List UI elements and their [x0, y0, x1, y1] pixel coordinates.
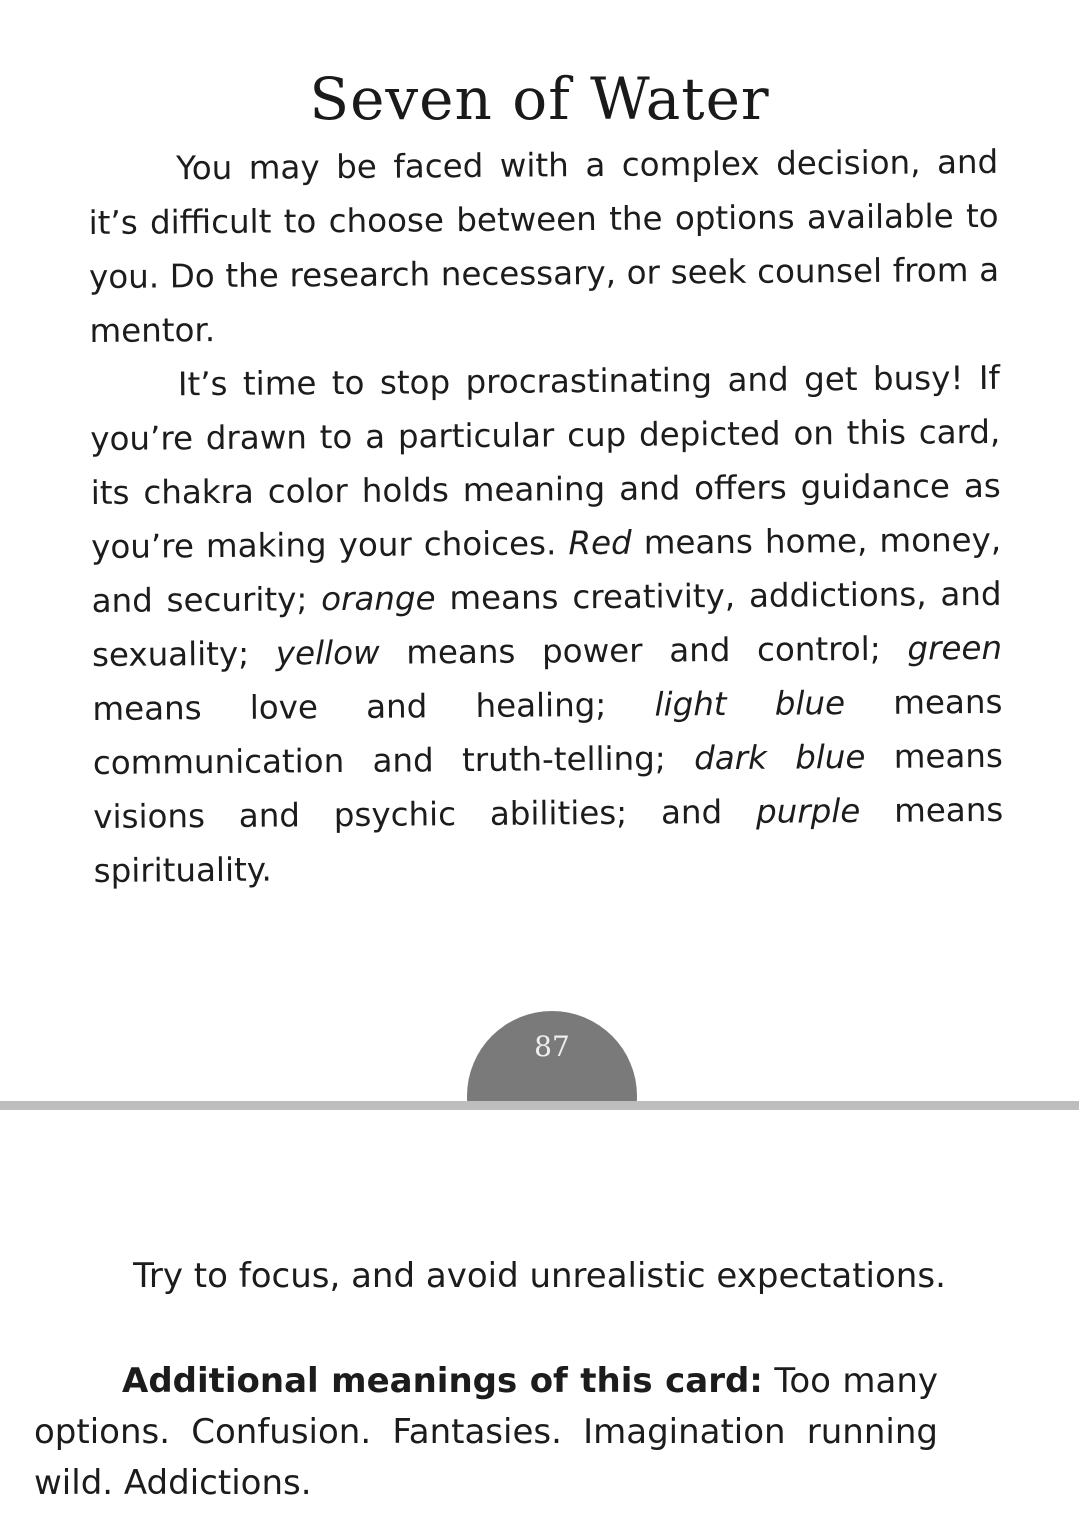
focus-line: Try to focus, and avoid unrealistic expectations. — [133, 1256, 946, 1296]
paragraph-2 — [90, 351, 1004, 898]
additional-meanings — [34, 1356, 938, 1509]
page-divider — [0, 1101, 1079, 1110]
paragraph-2-intro: It’s time to stop procrastinating and get busy! If you’re drawn to a particular cup depicted on this card, its chakra color holds meaning and offers guidance as you’re making your choices. — [90, 358, 1001, 566]
chakra-purple-text: means spirituality. — [93, 790, 1004, 890]
chakra-yellow-text: means power and control; — [379, 629, 908, 672]
additional-meanings-text: Too many options. Confusion. Fantasies. Imagination running wild. Addictions. — [34, 1361, 938, 1503]
chakra-orange-label: orange — [321, 579, 436, 619]
additional-meanings-paragraph — [34, 1356, 938, 1509]
additional-meanings-label: Additional meanings of this card: — [122, 1361, 763, 1401]
chakra-dark-blue-text: means visions and psychic abilities; and — [93, 736, 1003, 836]
chakra-green-text: means love and healing; — [92, 685, 655, 728]
chakra-light-blue-text: means communication and truth-telling; — [92, 682, 1003, 782]
page-number: 87 — [534, 1030, 570, 1063]
chakra-red-label: Red — [568, 523, 632, 563]
page-bottom — [0, 1110, 1079, 1529]
chakra-green-label: green — [907, 628, 1003, 668]
body-text — [88, 135, 1004, 898]
page-title: Seven of Water — [309, 64, 770, 133]
paragraph-1: You may be faced with a complex decision, and it’s difficult to choose between the options available to you. Do the research necessary, or seek counsel from a mentor. — [88, 142, 1000, 350]
chakra-purple-label: purple — [755, 791, 861, 831]
chakra-light-blue-label: light blue — [654, 684, 846, 724]
chakra-red-text: means home, money, and security; — [91, 520, 1002, 620]
chakra-yellow-label: yellow — [275, 633, 380, 673]
chakra-orange-text: means creativity, addictions, and sexuality; — [91, 574, 1002, 674]
chakra-dark-blue-label: dark blue — [693, 737, 866, 778]
